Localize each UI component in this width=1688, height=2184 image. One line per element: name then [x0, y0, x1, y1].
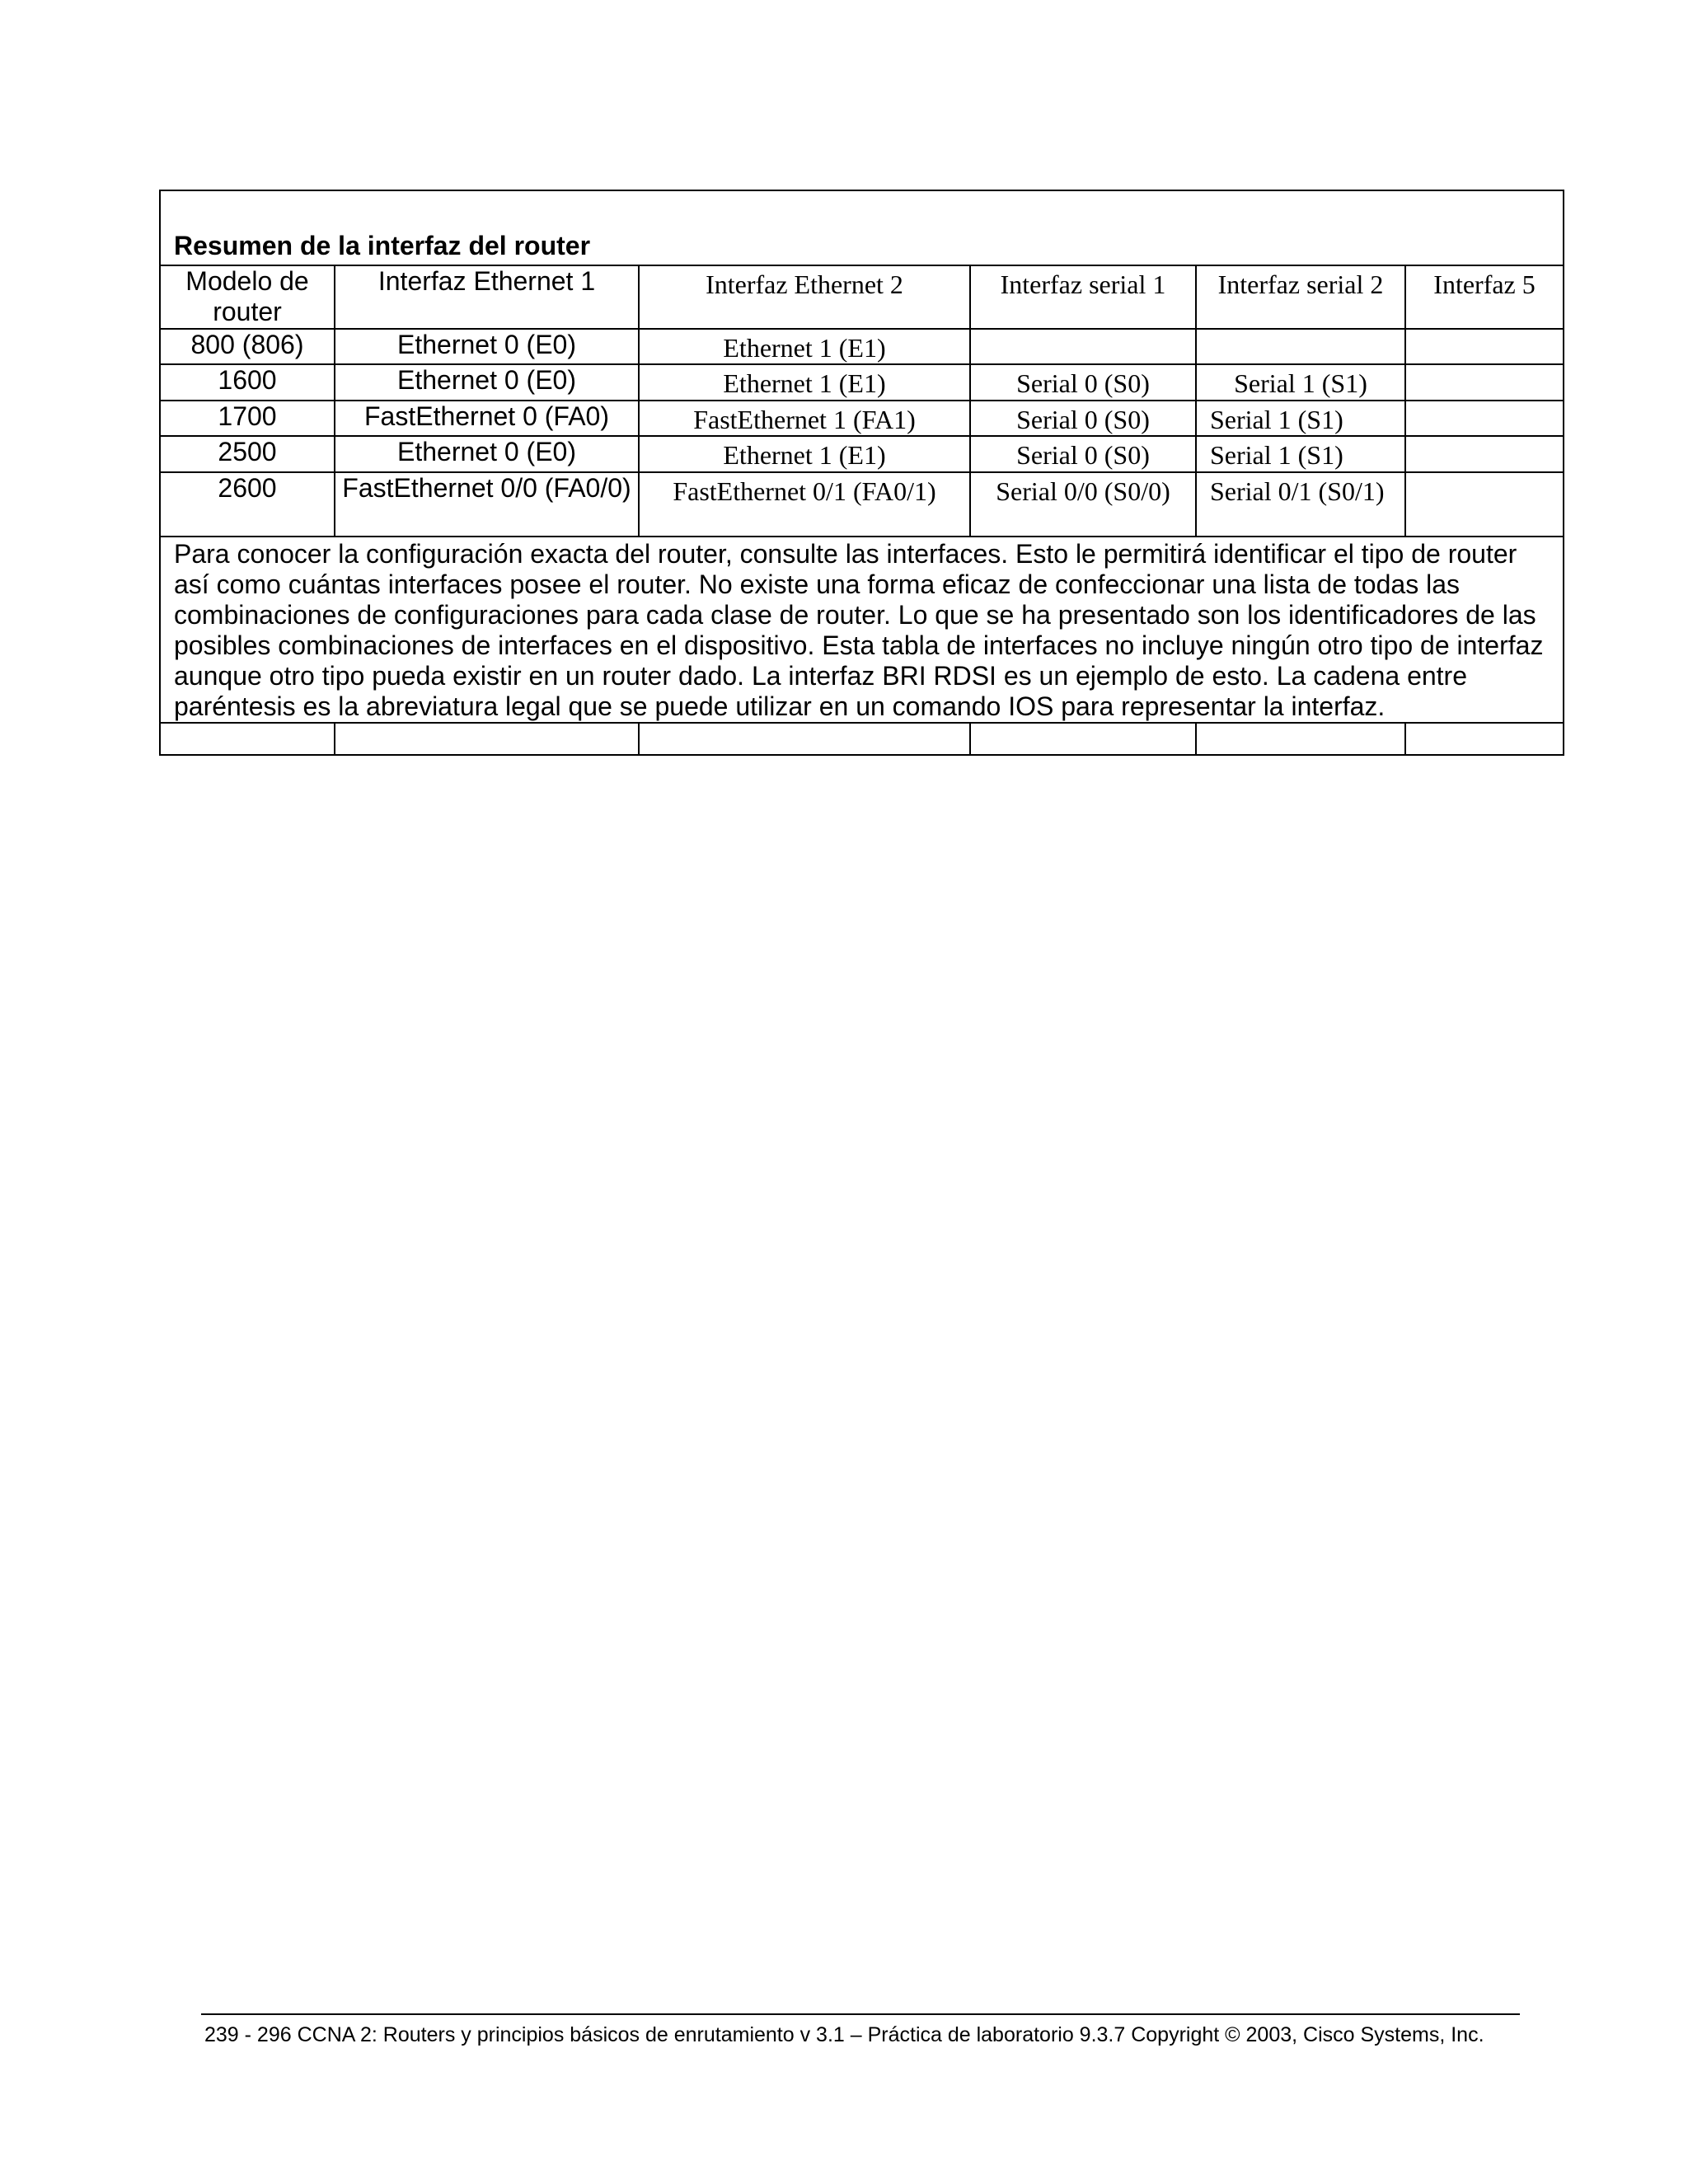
- table-row: [160, 364, 1564, 400]
- cell-ethernet-2: Ethernet 1 (E1): [639, 436, 970, 471]
- cell-model: 800 (806): [160, 329, 335, 364]
- cell-model: 1600: [160, 364, 335, 400]
- table-row: [160, 472, 1564, 537]
- empty-cell: [1196, 723, 1405, 755]
- table-row: [160, 436, 1564, 471]
- cell-interface-5: [1405, 329, 1564, 364]
- cell-serial-2: Serial 0/1 (S0/1): [1196, 472, 1405, 537]
- cell-serial-1: Serial 0 (S0): [970, 401, 1196, 436]
- cell-serial-2: Serial 1 (S1): [1196, 401, 1405, 436]
- cell-serial-2: Serial 1 (S1): [1196, 364, 1405, 400]
- cell-model: 2500: [160, 436, 335, 471]
- header-ethernet-2: Interfaz Ethernet 2: [639, 265, 970, 329]
- empty-cell: [970, 723, 1196, 755]
- cell-model: 1700: [160, 401, 335, 436]
- header-interface-5: Interfaz 5: [1405, 265, 1564, 329]
- cell-interface-5: [1405, 401, 1564, 436]
- cell-serial-1: [970, 329, 1196, 364]
- empty-cell: [639, 723, 970, 755]
- cell-ethernet-1: FastEthernet 0 (FA0): [335, 401, 639, 436]
- cell-ethernet-1: FastEthernet 0/0 (FA0/0): [335, 472, 639, 537]
- empty-cell: [160, 723, 335, 755]
- table-empty-row: [160, 723, 1564, 755]
- header-serial-1: Interfaz serial 1: [970, 265, 1196, 329]
- cell-ethernet-1: Ethernet 0 (E0): [335, 436, 639, 471]
- cell-serial-1: Serial 0 (S0): [970, 436, 1196, 471]
- table-title: Resumen de la interfaz del router: [160, 190, 1564, 265]
- table-row: [160, 401, 1564, 436]
- header-serial-2: Interfaz serial 2: [1196, 265, 1405, 329]
- cell-ethernet-2: FastEthernet 1 (FA1): [639, 401, 970, 436]
- table-row: [160, 329, 1564, 364]
- cell-serial-2: Serial 1 (S1): [1196, 436, 1405, 471]
- header-router-model: Modelo de router: [160, 265, 335, 329]
- cell-interface-5: [1405, 436, 1564, 471]
- empty-cell: [335, 723, 639, 755]
- cell-interface-5: [1405, 364, 1564, 400]
- page-footer: 239 - 296 CCNA 2: Routers y principios básicos de enrutamiento v 3.1 – Práctica de laboratorio 9.3.7 Copyright © 2003, Cisco Systems, Inc.: [204, 2023, 1484, 2046]
- cell-serial-1: Serial 0 (S0): [970, 364, 1196, 400]
- cell-model: 2600: [160, 472, 335, 537]
- cell-ethernet-1: Ethernet 0 (E0): [335, 364, 639, 400]
- cell-serial-2: [1196, 329, 1405, 364]
- cell-serial-1: Serial 0/0 (S0/0): [970, 472, 1196, 537]
- cell-ethernet-2: FastEthernet 0/1 (FA0/1): [639, 472, 970, 537]
- router-interface-summary-table: [159, 190, 1564, 756]
- cell-ethernet-1: Ethernet 0 (E0): [335, 329, 639, 364]
- footer-divider: [201, 2013, 1520, 2015]
- table-note-row: [160, 537, 1564, 723]
- header-ethernet-1: Interfaz Ethernet 1: [335, 265, 639, 329]
- cell-ethernet-2: Ethernet 1 (E1): [639, 329, 970, 364]
- table-header-row: [160, 265, 1564, 329]
- cell-ethernet-2: Ethernet 1 (E1): [639, 364, 970, 400]
- empty-cell: [1405, 723, 1564, 755]
- cell-interface-5: [1405, 472, 1564, 537]
- table-note: Para conocer la configuración exacta del router, consulte las interfaces. Esto le permitirá identificar el tipo de router así como cuántas interfaces posee el router. No existe una forma eficaz de confeccionar una lista de todas las combinaciones de configuraciones para cada clase de router. Lo que se ha presentado son los identificadores de las posibles combinaciones de interfaces en el dispositivo. Esta tabla de interfaces no incluye ningún otro tipo de interfaz aunque otro tipo pueda existir en un router dado. La interfaz BRI RDSI es un ejemplo de esto. La cadena entre paréntesis es la abreviatura legal que se puede utilizar en un comando IOS para representar la interfaz.: [160, 537, 1564, 723]
